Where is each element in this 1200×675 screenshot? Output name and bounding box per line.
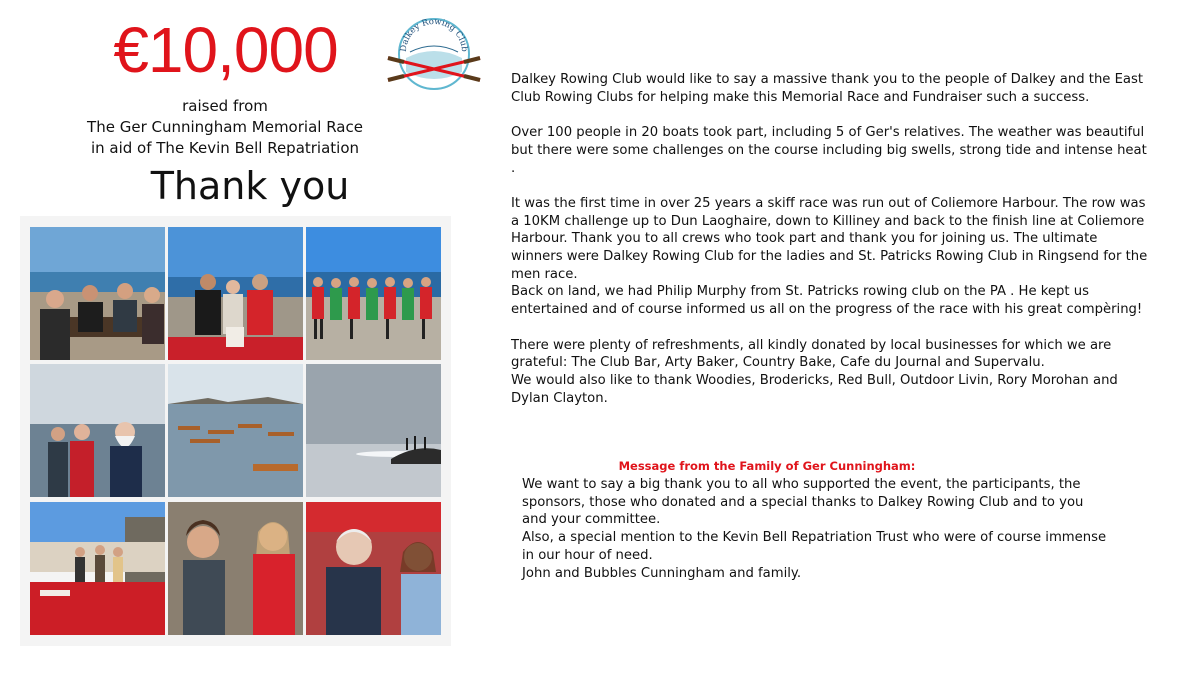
raised-from-text	[60, 96, 390, 159]
family-message	[522, 476, 1112, 582]
photo-rowers-line-up	[306, 227, 441, 360]
raised-line: raised from	[182, 97, 268, 115]
family-message-line: John and Bubbles Cunningham and family.	[522, 565, 802, 581]
family-message-line: Also, a special mention to the Kevin Bell Repatriation Trust who were of course immense in our hour of need.	[522, 530, 1107, 563]
logo-text: Dalkey Rowing Club	[398, 16, 470, 53]
letter-paragraph: Over 100 people in 20 boats took part, including 5 of Ger's relatives. The weather was beautiful but there were some challenges on the course including big swells, strong tide and intense heat .	[511, 125, 1147, 176]
photo-boats-racing	[168, 364, 303, 497]
photo-rocks-silhouette	[306, 364, 441, 497]
photo-supporters-group	[168, 502, 303, 635]
family-message-title: Message from the Family of Ger Cunningham:	[618, 459, 916, 473]
thank-you-heading: Thank you	[150, 164, 350, 208]
letter-paragraph: We would also like to thank Woodies, Brodericks, Red Bull, Outdoor Livin, Rory Morohan and Dylan Clayton.	[511, 372, 1118, 406]
raised-line: The Ger Cunningham Memorial Race	[87, 118, 363, 136]
thank-you-letter	[511, 71, 1151, 425]
photo-men-by-sea	[30, 364, 165, 497]
letter-paragraph: Dalkey Rowing Club would like to say a massive thank you to the people of Dalkey and the East Club Rowing Clubs for helping make this Memorial Race and Fundraiser such a success.	[511, 72, 1144, 105]
letter-paragraph: It was the first time in over 25 years a skiff race was run out of Coliemore Harbour. The row was a 10KM challenge up to Dun Laoghaire, down to Killiney and back to the finish line at Coliemore Harbour. Thank you to all crews who took part and thank you for joining us. The ultimate winners were Dalkey Rowing Club for the ladies and St. Patricks Rowing Club in Ringsend for the men race.	[511, 195, 1148, 282]
amount-raised: €10,000	[113, 14, 338, 86]
family-message-line: We want to say a big thank you to all who supported the event, the participants, the sponsors, those who donated and a special thanks to Dalkey Rowing Club and to you and your committee.	[522, 477, 1084, 528]
raised-line: in aid of The Kevin Bell Repatriation	[90, 139, 360, 157]
letter-paragraph: Back on land, we had Philip Murphy from St. Patricks rowing club on the PA . He kept us entertained and of course informed us all on the progress of the race with his great compèring!	[511, 284, 1143, 318]
photo-group-at-bench	[30, 227, 165, 360]
photo-memorial-table	[168, 227, 303, 360]
photo-elderly-man-and-woman	[306, 502, 441, 635]
club-logo	[384, 14, 484, 96]
letter-paragraph: There were plenty of refreshments, all kindly donated by local businesses for which we are grateful: The Club Bar, Arty Baker, Country Bake, Cafe du Journal and Supervalu.	[511, 337, 1112, 371]
photo-harbour-tables	[30, 502, 165, 635]
photo-collage	[20, 216, 451, 646]
